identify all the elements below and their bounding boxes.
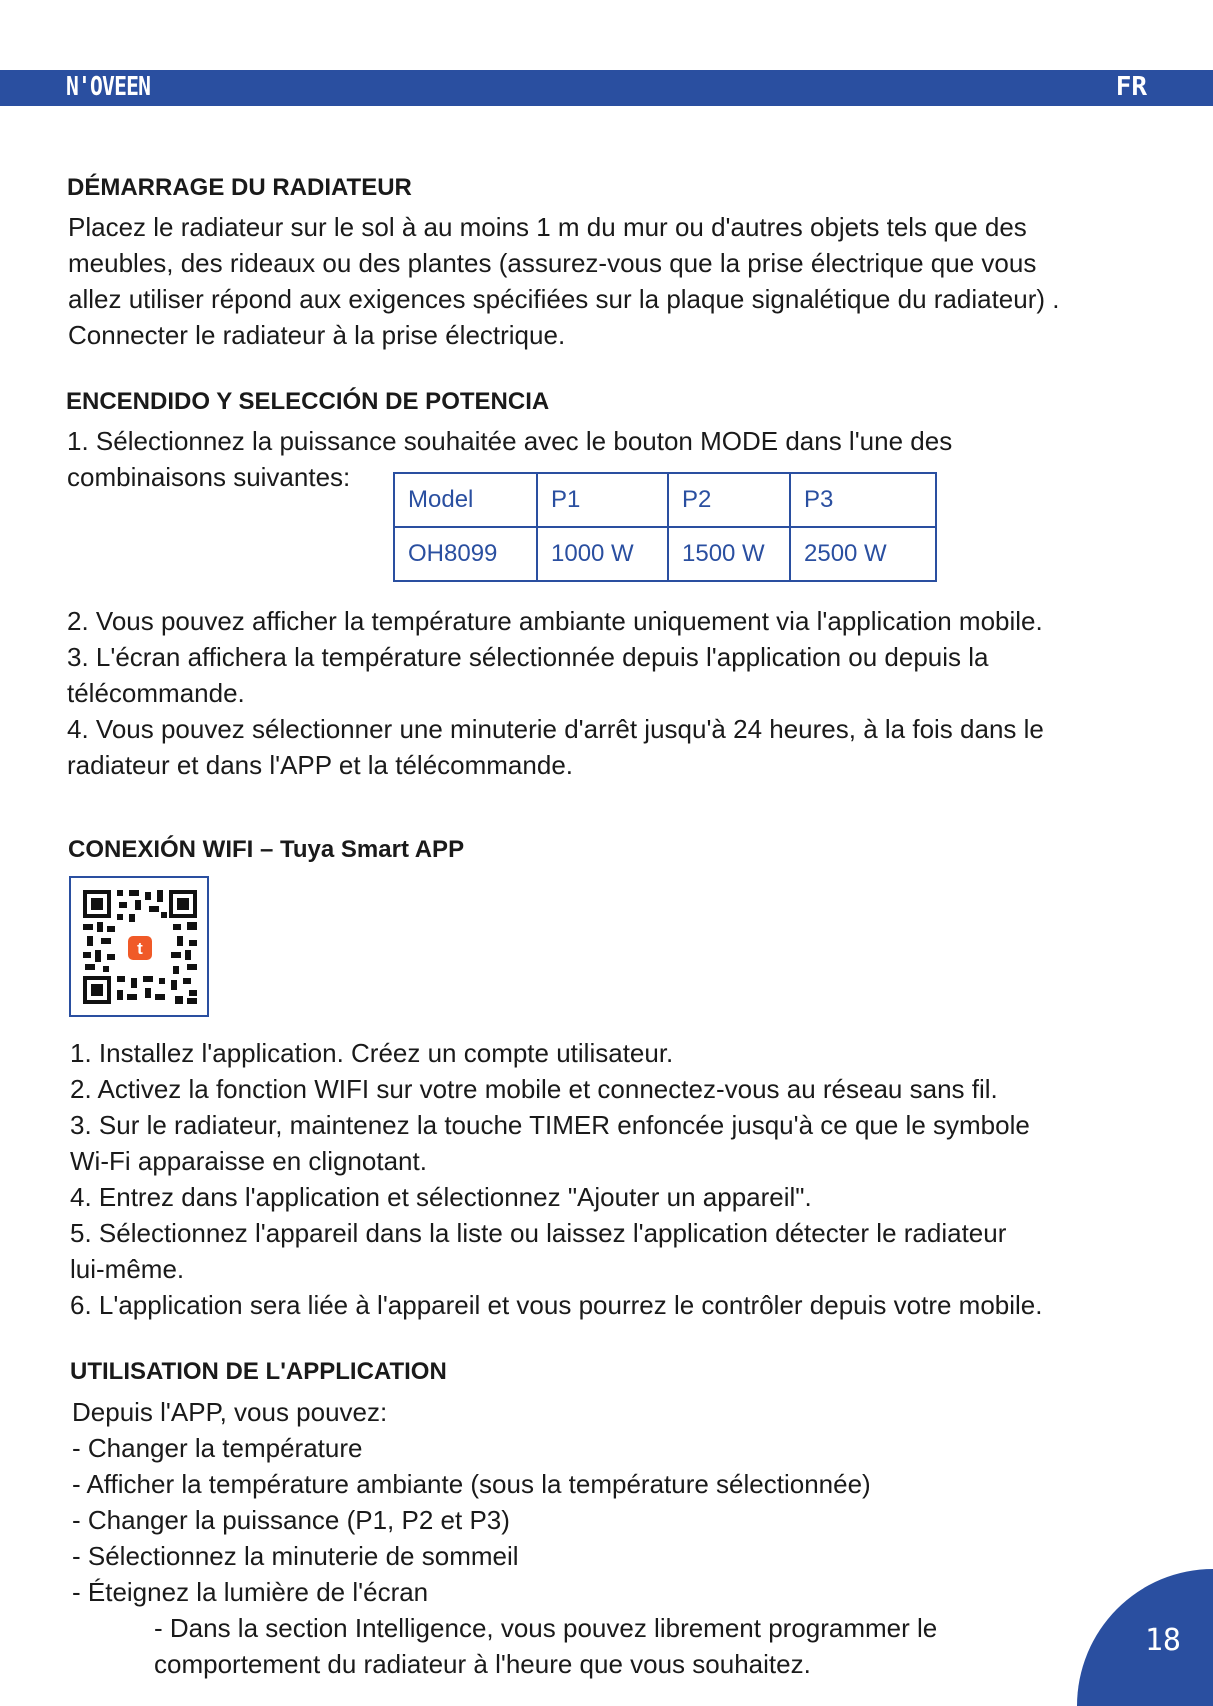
list-item: - Éteignez la lumière de l'écran [72, 1577, 429, 1607]
text-line: 3. Sur le radiateur, maintenez la touche TIMER enfoncée jusqu'à ce que le symbole [70, 1110, 1030, 1140]
list-item-indented: - Dans la section Intelligence, vous pouvez librement programmer le [154, 1613, 938, 1643]
section-power-body [67, 603, 1044, 783]
text-line: Connecter le radiateur à la prise électrique. [68, 320, 566, 350]
text-line: radiateur et dans l'APP et la télécommande. [67, 750, 573, 780]
section-app-usage-body [72, 1394, 937, 1682]
table-cell: 1500 W [668, 527, 790, 581]
section-title-startup: DÉMARRAGE DU RADIATEUR [67, 174, 412, 201]
text-line: 4. Vous pouvez sélectionner une minuterie d'arrêt jusqu'à 24 heures, à la fois dans le [67, 714, 1044, 744]
page-number: 18 [1144, 1623, 1181, 1658]
language-code: FR [1115, 72, 1147, 102]
text-line: 4. Entrez dans l'application et sélectionnez "Ajouter un appareil". [70, 1182, 812, 1212]
table-cell: 1000 W [537, 527, 668, 581]
table-cell: OH8099 [394, 527, 537, 581]
list-item: - Afficher la température ambiante (sous la température sélectionnée) [72, 1469, 871, 1499]
text-line: 2. Vous pouvez afficher la température ambiante uniquement via l'application mobile. [67, 606, 1043, 636]
list-item: - Sélectionnez la minuterie de sommeil [72, 1541, 519, 1571]
section-title-app-usage: UTILISATION DE L'APPLICATION [70, 1358, 447, 1385]
text-line: Placez le radiateur sur le sol à au moins 1 m du mur ou d'autres objets tels que des [68, 212, 1027, 242]
text-line: allez utiliser répond aux exigences spécifiées sur la plaque signalétique du radiateur) . [68, 284, 1060, 314]
section-startup-body [68, 209, 1059, 353]
table-header-cell: Model [394, 473, 537, 527]
text-line: 1. Sélectionnez la puissance souhaitée avec le bouton MODE dans l'une des [67, 426, 953, 456]
text-line: télécommande. [67, 678, 245, 708]
power-table [393, 472, 937, 582]
table-header-cell: P2 [668, 473, 790, 527]
brand-logo: N'OVEEN [66, 72, 151, 102]
table-header-cell: P3 [790, 473, 936, 527]
table-row [394, 527, 936, 581]
list-item: - Changer la température [72, 1433, 363, 1463]
text-line: 3. L'écran affichera la température sélectionnée depuis l'application ou depuis la [67, 642, 989, 672]
qr-code [69, 876, 209, 1017]
header-bar [0, 70, 1213, 106]
text-line: Depuis l'APP, vous pouvez: [72, 1397, 388, 1427]
text-line: 6. L'application sera liée à l'appareil et vous pourrez le contrôler depuis votre mobile. [70, 1290, 1043, 1320]
section-title-power: ENCENDIDO Y SELECCIÓN DE POTENCIA [66, 388, 550, 415]
table-header-row [394, 473, 936, 527]
table-cell: 2500 W [790, 527, 936, 581]
list-item: - Changer la puissance (P1, P2 et P3) [72, 1505, 510, 1535]
text-line: 5. Sélectionnez l'appareil dans la liste ou laissez l'application détecter le radiateur [70, 1218, 1007, 1248]
text-line: 1. Installez l'application. Créez un compte utilisateur. [70, 1038, 674, 1068]
text-line: meubles, des rideaux ou des plantes (assurez-vous que la prise électrique que vous [68, 248, 1037, 278]
tuya-logo-letter: t [137, 939, 143, 958]
table-header-cell: P1 [537, 473, 668, 527]
list-item-indented: comportement du radiateur à l'heure que vous souhaitez. [154, 1649, 811, 1679]
text-line: 2. Activez la fonction WIFI sur votre mobile et connectez-vous au réseau sans fil. [70, 1074, 998, 1104]
qr-code-image [83, 890, 197, 1004]
section-wifi-body [70, 1035, 1042, 1323]
section-title-wifi: CONEXIÓN WIFI – Tuya Smart APP [68, 836, 465, 863]
text-line: Wi-Fi apparaisse en clignotant. [70, 1146, 427, 1176]
text-line: combinaisons suivantes: [67, 462, 351, 492]
text-line: lui-même. [70, 1254, 185, 1284]
